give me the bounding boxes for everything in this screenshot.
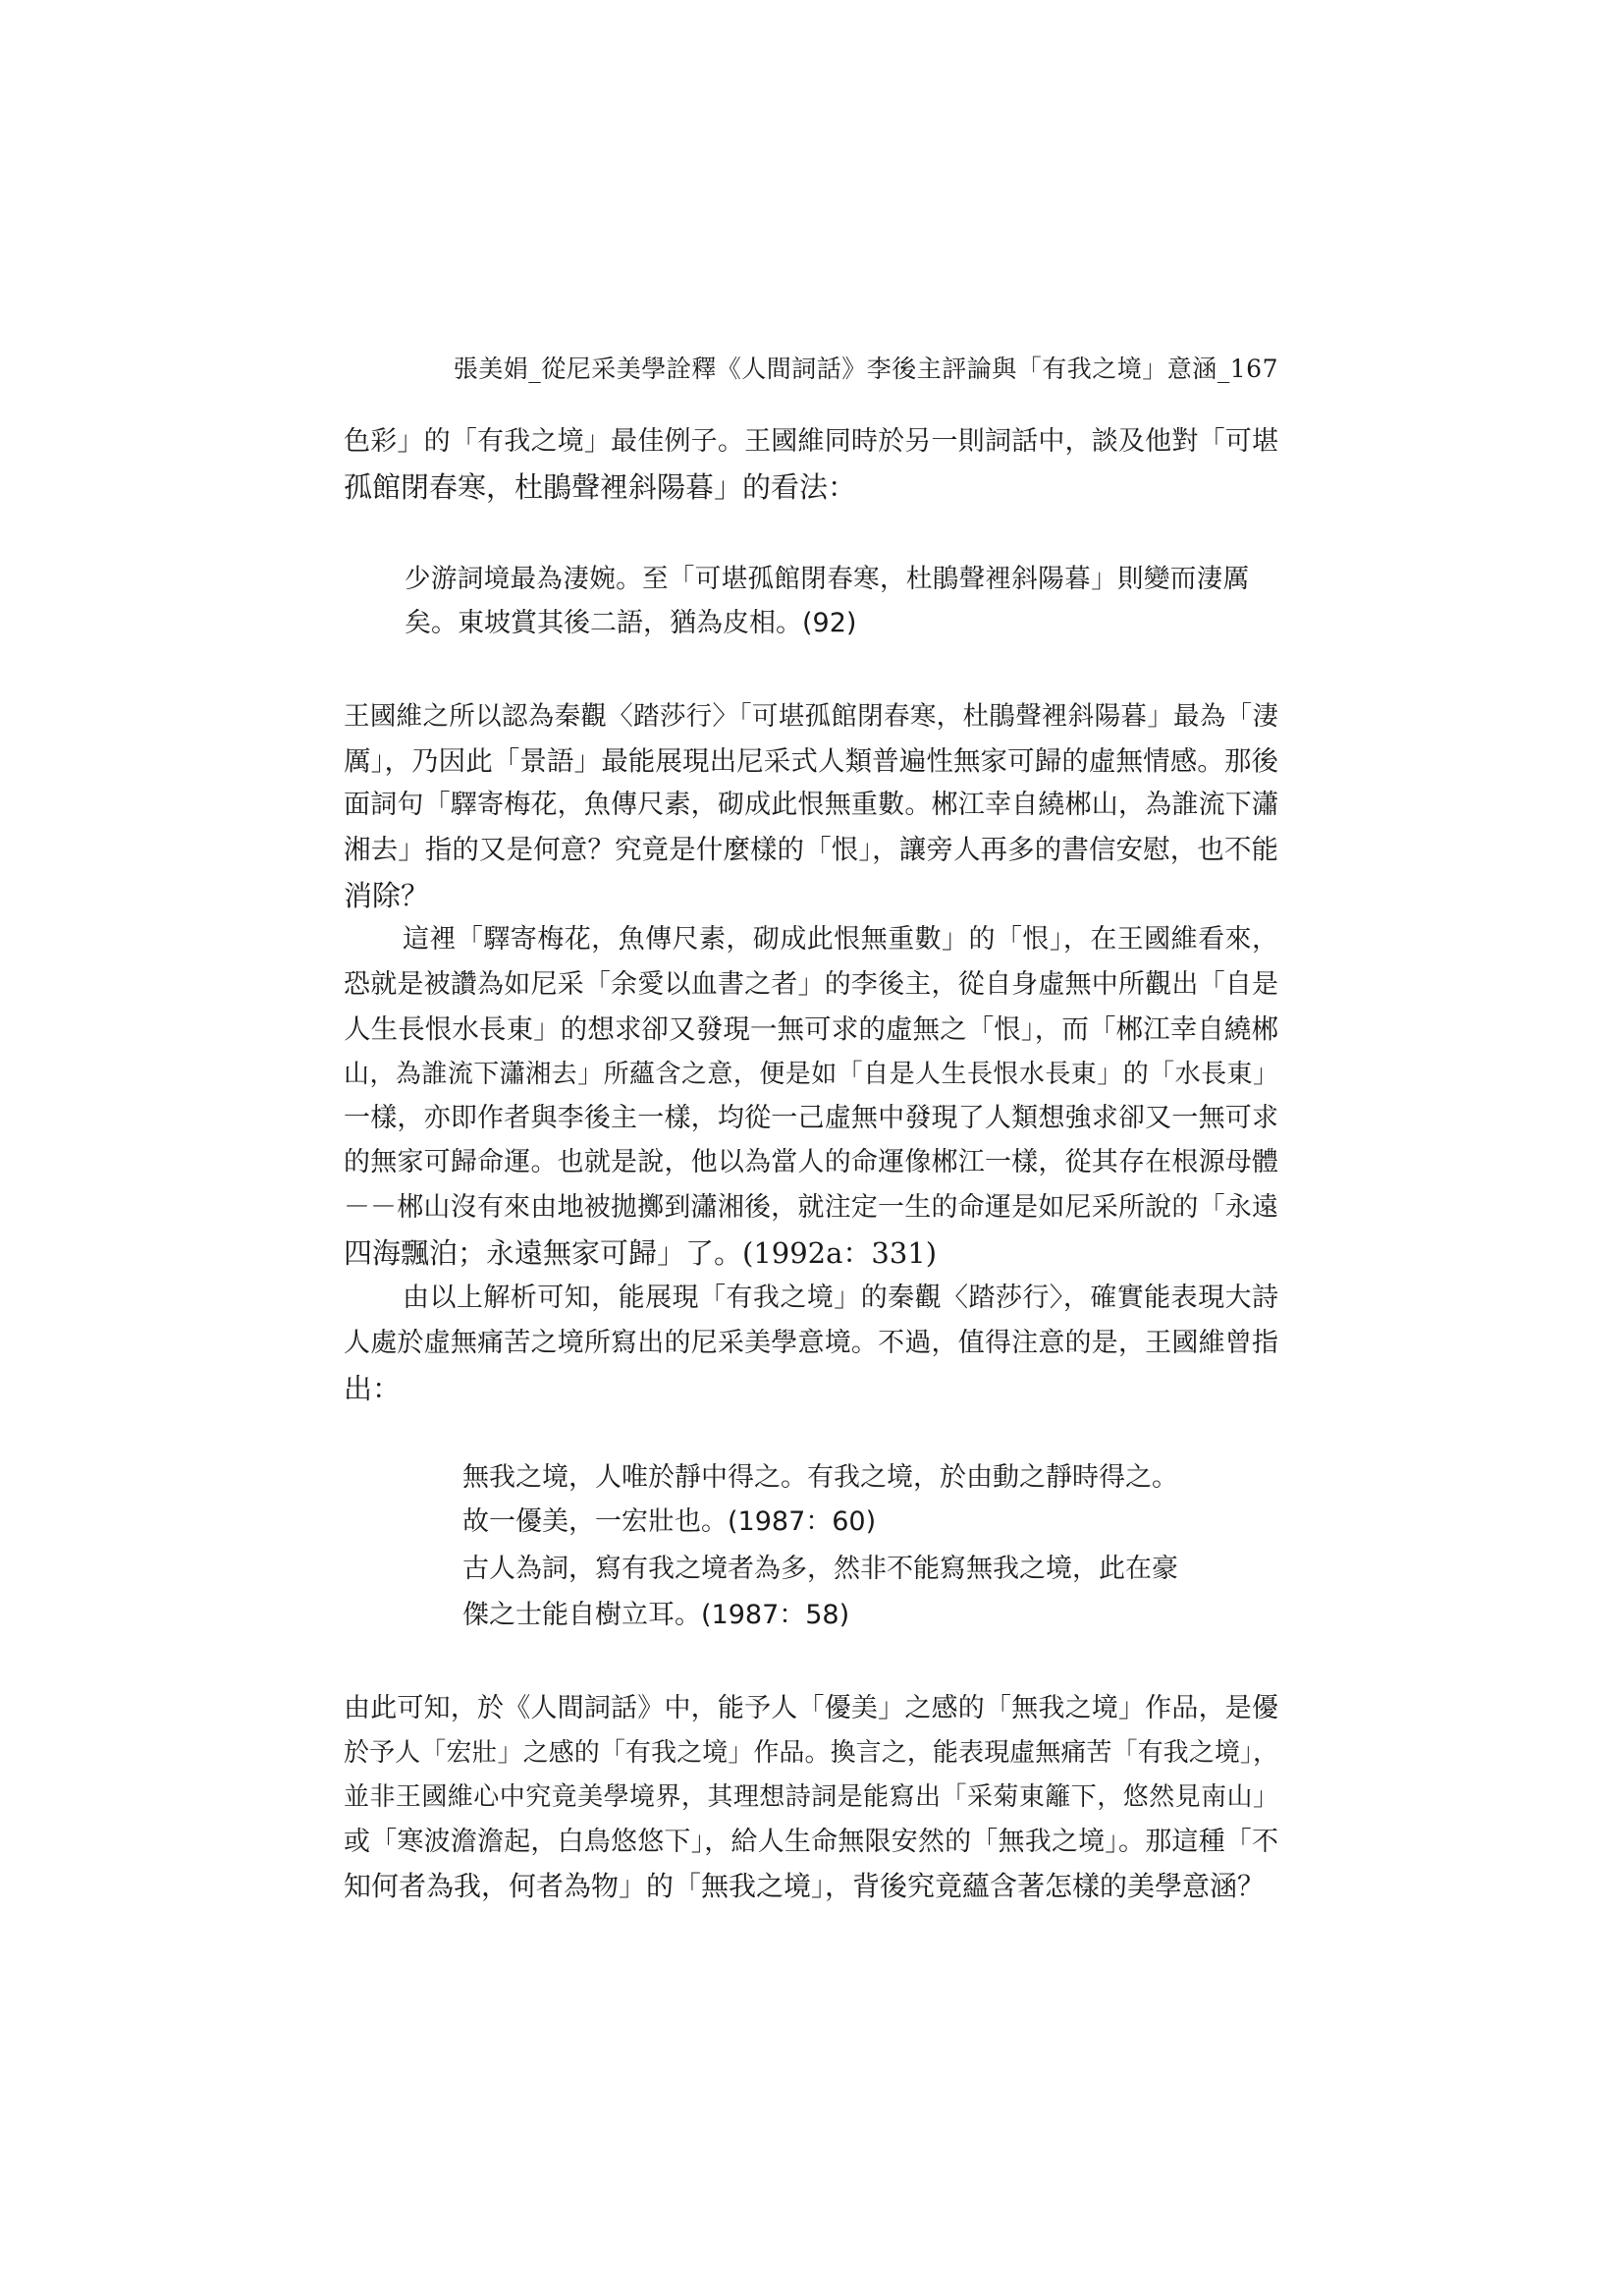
- block-quote-line: 古人為詞，寫有我之境者為多，然非不能寫無我之境，此在豪: [462, 1554, 1178, 1584]
- body-line: 恐就是被讚為如尼采「余愛以血書之者」的李後主，從自身虛無中所觀出「自是: [344, 969, 1278, 1000]
- body-line: 知何者為我，何者為物」的「無我之境」，背後究竟蘊含著怎樣的美學意涵？: [344, 1870, 1266, 1902]
- body-line: 山，為誰流下瀟湘去」所蘊含之意，便是如「自是人生長恨水長東」的「水長東」: [344, 1060, 1278, 1089]
- body-line: 人生長恨水長東」的想求卻又發現一無可求的虛無之「恨」，而「郴江幸自繞郴: [344, 1013, 1278, 1045]
- block-quote-line: 矣。東坡賞其後二語，猶為皮相。(92): [405, 608, 857, 638]
- body-line: 於予人「宏壯」之感的「有我之境」作品。換言之，能表現虛無痛苦「有我之境」，: [344, 1738, 1278, 1768]
- body-line: 出：: [344, 1372, 402, 1405]
- body-line: 並非王國維心中究竟美學境界，其理想詩詞是能寫出「采菊東籬下，悠然見南山」: [344, 1782, 1278, 1812]
- body-line: 湘去」指的又是何意？究竟是什麼樣的「恨」，讓旁人再多的書信安慰，也不能: [344, 834, 1278, 865]
- block-quote-line: 故一優美，一宏壯也。(1987：60): [462, 1506, 877, 1537]
- block-quote-line: 無我之境，人唯於靜中得之。有我之境，於由動之靜時得之。: [462, 1462, 1178, 1493]
- body-line: 這裡「驛寄梅花，魚傳尺素，砌成此恨無重數」的「恨」，在王國維看來，: [403, 924, 1278, 955]
- body-line: －－郴山沒有來由地被拋擲到瀟湘後，就注定一生的命運是如尼采所說的「永遠: [344, 1192, 1278, 1223]
- block-quote-line: 少游詞境最為淒婉。至「可堪孤館閉春寒，杜鵑聲裡斜陽暮」則變而淒厲: [405, 564, 1249, 594]
- body-line: 色彩」的「有我之境」最佳例子。王國維同時於另一則詞話中，談及他對「可堪: [344, 426, 1278, 457]
- body-line: 或「寒波澹澹起，白鳥悠悠下」，給人生命無限安然的「無我之境」。那這種「不: [344, 1827, 1278, 1857]
- body-line: 面詞句「驛寄梅花，魚傳尺素，砌成此恨無重數。郴江幸自繞郴山，為誰流下瀟: [344, 790, 1278, 820]
- body-line: 由以上解析可知，能展現「有我之境」的秦觀〈踏莎行〉，確實能表現大詩: [403, 1283, 1278, 1313]
- body-line: 由此可知，於《人間詞話》中，能予人「優美」之感的「無我之境」作品，是優: [344, 1693, 1278, 1723]
- body-line: 四海飄泊；永遠無家可歸」了。(1992a：331): [344, 1236, 938, 1270]
- running-header: 張美娟_從尼采美學詮釋《人間詞話》李後主評論與「有我之境」意涵_167: [453, 355, 1278, 383]
- block-quote-line: 傑之士能自樹立耳。(1987：58): [462, 1600, 850, 1630]
- body-line: 王國維之所以認為秦觀〈踏莎行〉「可堪孤館閉春寒，杜鵑聲裡斜陽暮」最為「淒: [344, 701, 1278, 732]
- body-line: 的無家可歸命運。也就是說，他以為當人的命運像郴江一樣，從其存在根源母體: [344, 1147, 1278, 1177]
- body-line: 消除？: [344, 879, 430, 912]
- body-line: 人處於虛無痛苦之境所寫出的尼采美學意境。不過，值得注意的是，王國維曾指: [344, 1328, 1278, 1358]
- body-line: 厲」，乃因此「景語」最能展現出尼采式人類普遍性無家可歸的虛無情感。那後: [344, 745, 1278, 777]
- body-line: 孤館閉春寒，杜鵑聲裡斜陽暮」的看法：: [344, 470, 857, 504]
- body-line: 一樣，亦即作者與李後主一樣，均從一己虛無中發現了人類想強求卻又一無可求: [344, 1103, 1278, 1133]
